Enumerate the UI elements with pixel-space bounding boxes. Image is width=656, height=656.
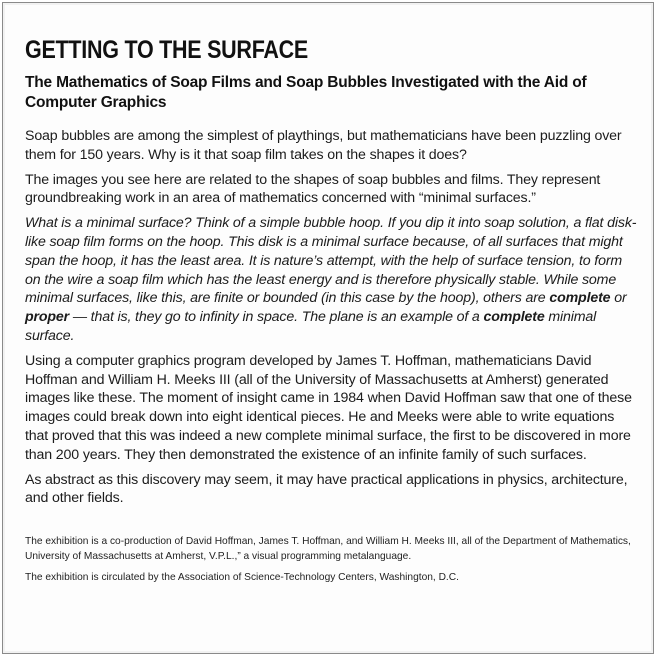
page-title: GETTING TO THE SURFACE — [25, 36, 309, 64]
text-segment: What is a minimal surface? Think of a simple bubble hoop. If you dip it into soap solution, a flat disk-like soap film forms on the hoop. This disk is a minimal surface because, of all surfaces that might span the hoop, it has the least area. It is nature’s attempt, with the help of surface tension, to form on the wire a soap film which has the least energy and is therefore physically stable. While some minimal surfaces, like this, are finite or bounded (in this case by the hoop), others are — [25, 215, 637, 307]
page-subtitle: The Mathematics of Soap Films and Soap Bubbles Investigated with the Aid of Computer Graphics — [25, 74, 587, 111]
emphasis-complete: complete — [483, 309, 545, 326]
emphasis-proper: proper — [25, 309, 70, 326]
document-panel — [2, 2, 654, 654]
document-content — [25, 35, 637, 585]
credit-note-production: The exhibition is a co-production of David Hoffman, James T. Hoffman, and William H. Meeks III, all of the Department of Mathematics, University of Massachusetts at Amherst, V.P.L.,” a visual programming metalanguage. — [25, 536, 631, 563]
credit-note-circulation: The exhibition is circulated by the Association of Science-Technology Centers, Washington, D.C. — [25, 572, 459, 584]
text-segment: minimal surface. — [25, 309, 597, 344]
credits-section — [25, 534, 637, 585]
text-segment: — that is, they go to infinity in space. The plane is an example of a — [69, 309, 484, 326]
paragraph-context: The images you see here are related to the shapes of soap bubbles and films. They represent groundbreaking work in an area of mathematics concerned with “minimal surfaces.” — [25, 171, 601, 207]
paragraph-minimal-surface — [25, 214, 637, 346]
paragraph-discovery: Using a computer graphics program developed by James T. Hoffman, mathematicians David Hoffman and William H. Meeks III (all of the University of Massachusetts at Amherst) generated images like these. The moment of insight came in 1984 when David Hoffman saw that one of these images could break down into eight identical pieces. He and Meeks were able to write equations that proved that this was indeed a new complete minimal surface, the first to be discovered in more than 200 years. They then demonstrated the existence of an infinite family of such surfaces. — [25, 352, 632, 463]
paragraph-intro: Soap bubbles are among the simplest of playthings, but mathematicians have been puzzling over them for 150 years. Why is it that soap film takes on the shapes it does? — [25, 128, 622, 163]
text-segment: or — [610, 290, 627, 307]
emphasis-complete: complete — [549, 290, 611, 307]
paragraph-applications: As abstract as this discovery may seem, it may have practical applications in physics, architecture, and other fields. — [25, 471, 628, 507]
